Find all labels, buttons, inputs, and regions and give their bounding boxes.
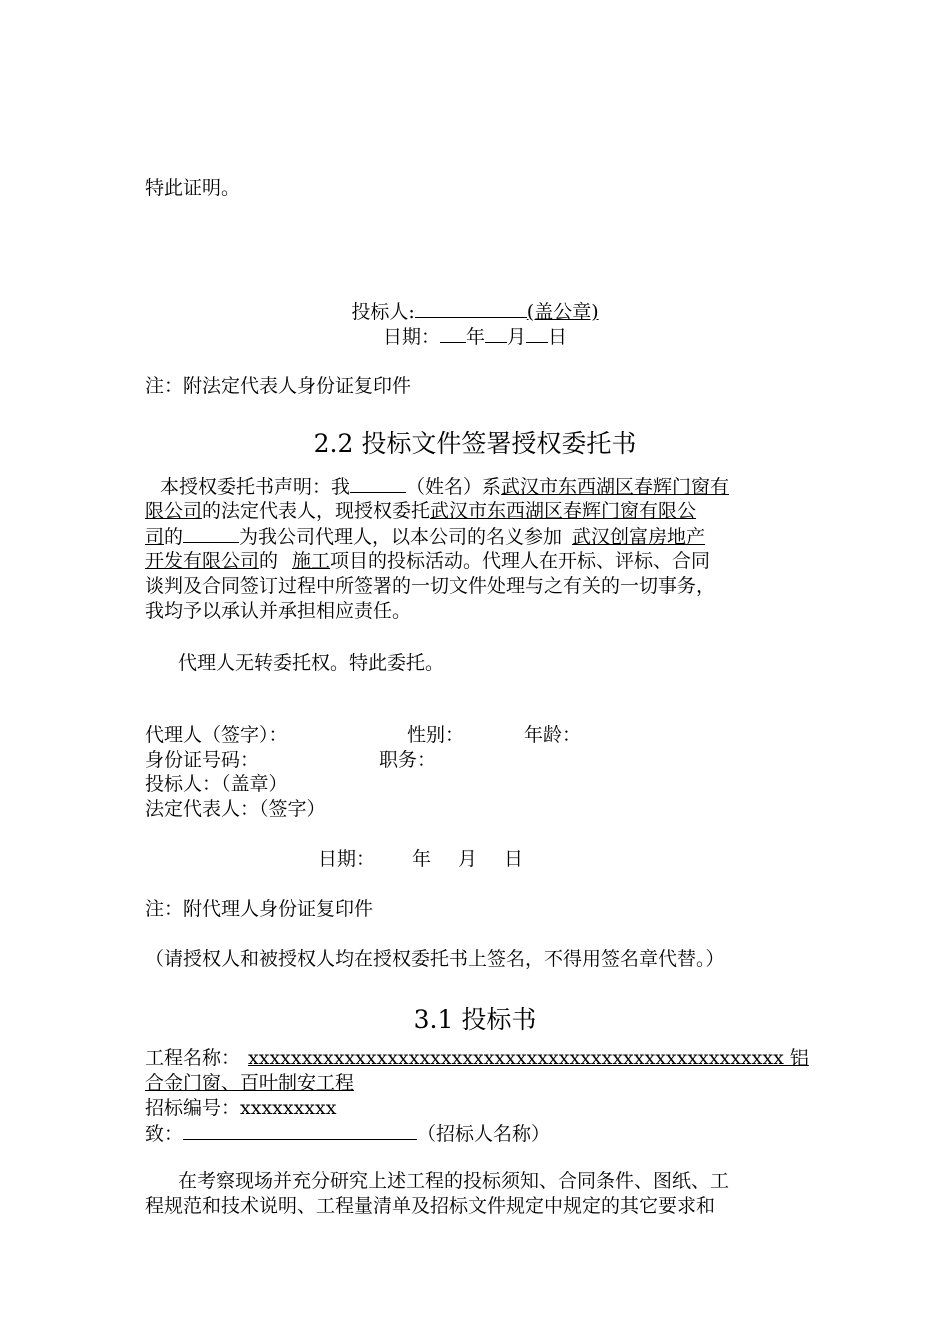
seal-label: (盖公章) [526,301,599,323]
agent-label: 代理人（签字）： [145,724,288,746]
date-label: 日期： [382,326,440,348]
company-name-2-cont: 司 [145,526,165,548]
project-name-line1 [145,1046,809,1070]
auth-text-d: 的 [164,526,184,548]
auth-text-b: （姓名）系 [406,476,502,498]
agent-signature-line [145,723,582,747]
auth-date-label: 日期： [318,848,376,870]
bid-body-line2: 程规范和技术说明、工程量清单及招标文件规定中规定的其它要求和 [145,1195,716,1217]
bidder-label: 投标人: [351,301,415,323]
certify-text: 特此证明。 [145,177,241,199]
name-blank[interactable] [350,474,406,493]
id-number-line [145,748,437,772]
auth-para-line5: 谈判及合同签订过程中所签署的一切文件处理与之有关的一切事务， [145,575,716,597]
note-agent-id: 注：附代理人身份证复印件 [145,898,374,920]
id-label: 身份证号码： [145,749,260,771]
client-name: 武汉创富房地产 [572,526,706,548]
recipient-suffix: （招标人名称） [417,1123,551,1145]
year-blank[interactable] [440,324,466,343]
bid-number-label: 招标编号： [145,1097,241,1119]
post-label: 职务： [379,749,437,771]
year-label: 年 [465,326,485,348]
no-sub-delegation: 代理人无转委托权。特此委托。 [178,652,445,674]
auth-day: 日 [504,848,524,870]
project-type: 施工 [292,550,331,572]
bid-number-line [145,1096,336,1120]
auth-text-c: 的法定代表人，现授权委托 [202,500,431,522]
auth-para-line1 [160,474,729,499]
company-name-cont: 限公司 [145,500,203,522]
auth-text-g: 项目的投标活动。代理人在开标、评标、合同 [330,550,711,572]
auth-para-line3 [145,524,705,549]
project-name-line2 [145,1071,354,1095]
recipient-blank[interactable] [183,1121,417,1140]
day-label: 日 [548,326,568,348]
section-2-2-title: 2.2 投标文件签署授权委托书 [313,429,637,458]
project-name-label: 工程名称： [145,1047,241,1069]
bid-body-line1: 在考察现场并充分研究上述工程的投标须知、合同条件、图纸、工 [178,1170,730,1192]
bidder-date-line [0,324,950,349]
auth-text-e: 为我公司代理人，以本公司的名义参加 [239,526,563,548]
client-name-cont: 开发有限公司 [145,550,260,572]
project-name-value: xxxxxxxxxxxxxxxxxxxxxxxxxxxxxxxxxxxxxxxxxxxxxxxxxx 铝 [248,1047,809,1069]
recipient-line [145,1121,550,1146]
signature-reminder: （请授权人和被授权人均在授权委托书上签名，不得用签名章代替。） [145,948,725,970]
legal-rep-signature-line: 法定代表人：（签字） [145,798,326,820]
agent-name-blank[interactable] [183,524,239,543]
gender-label: 性别： [407,724,465,746]
bid-number-value: xxxxxxxxx [240,1097,337,1119]
month-blank[interactable] [485,324,507,343]
section-3-1-title: 3.1 投标书 [413,1005,537,1034]
bidder-seal-line: 投标人：（盖章） [145,773,288,795]
age-label: 年龄： [524,724,582,746]
auth-para-line4 [145,549,710,573]
day-blank[interactable] [526,324,548,343]
auth-text-f: 的 [259,550,279,572]
note-legal-rep-id: 注：附法定代表人身份证复印件 [145,375,412,397]
company-name: 武汉市东西湖区春辉门窗有 [501,476,730,498]
bidder-signature-line [0,299,950,324]
auth-para-line2 [145,499,696,523]
auth-text-a: 本授权委托书声明：我 [160,476,351,498]
company-name-2: 武汉市东西湖区春辉门窗有限公 [430,500,697,522]
auth-date-line [318,847,524,871]
bidder-blank[interactable] [415,299,527,318]
auth-year: 年 [412,848,432,870]
month-label: 月 [507,326,527,348]
recipient-label: 致： [145,1123,184,1145]
auth-para-line6: 我均予以承认并承担相应责任。 [145,600,412,622]
auth-month: 月 [458,848,478,870]
project-name-value-cont: 合金门窗、百叶制安工程 [145,1072,355,1094]
